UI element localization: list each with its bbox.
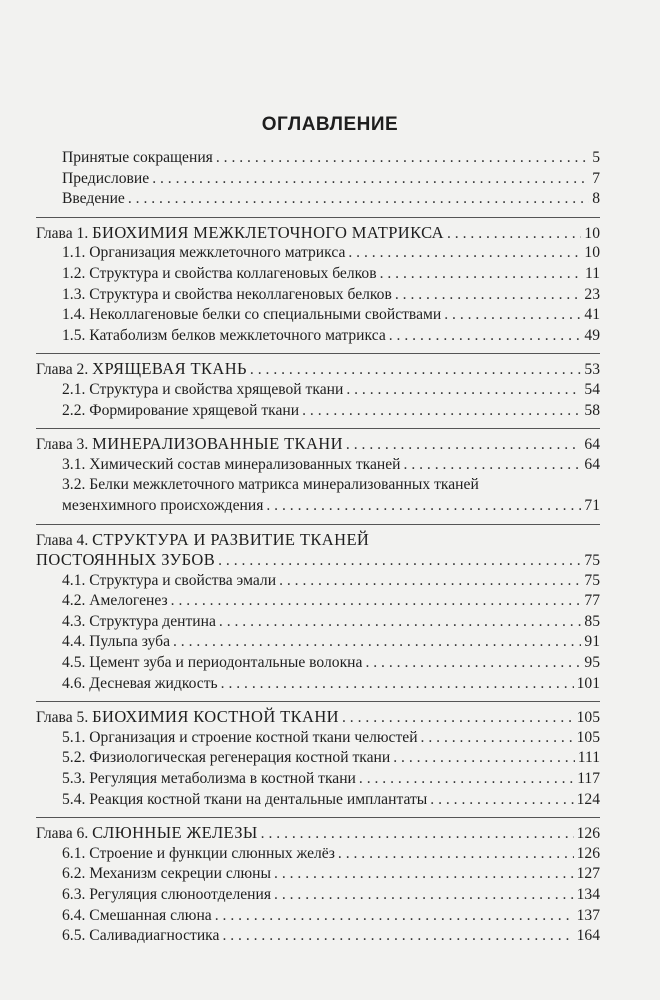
toc-entry-label: 1.1. Организация межклеточного матрикса — [62, 244, 346, 262]
toc-entry-label: 4.5. Цемент зуба и периодонтальные волокна — [62, 654, 363, 672]
chapter-prefix: Глава 2. — [36, 361, 89, 379]
toc-entry-row[interactable] — [36, 264, 600, 285]
dot-leader — [365, 653, 581, 674]
section-divider — [36, 217, 600, 218]
toc-entry-label: 6.3. Регуляция слюноотделения — [62, 886, 272, 903]
page-number: 75 — [584, 571, 600, 589]
dot-leader — [274, 885, 574, 906]
dot-leader — [359, 769, 574, 790]
page-number: 54 — [584, 380, 600, 398]
page-number: 137 — [576, 906, 600, 924]
dot-leader — [346, 435, 581, 456]
dot-leader — [274, 864, 574, 885]
section-divider — [36, 817, 600, 818]
chapter-prefix: Глава 1. — [36, 224, 89, 242]
dot-leader — [152, 169, 589, 190]
dot-leader — [389, 326, 582, 347]
toc-entry-row[interactable] — [36, 612, 600, 633]
dot-leader — [171, 591, 582, 612]
chapter-title: СТРУКТУРА И РАЗВИТИЕ ТКАНЕЙ — [92, 529, 370, 549]
section-divider — [36, 701, 600, 702]
page-number: 105 — [576, 709, 600, 727]
page-number: 7 — [592, 169, 600, 187]
toc-entry-row[interactable] — [36, 326, 600, 347]
toc-entry-label: Предисловие — [62, 169, 150, 187]
toc-entry-label: 1.4. Неколлагеновые белки со специальными свойствами — [62, 306, 442, 324]
dot-leader — [395, 285, 582, 306]
chapter-prefix: Глава 3. — [36, 436, 89, 454]
dot-leader — [444, 305, 581, 326]
chapter-heading — [36, 707, 339, 729]
toc-entry-row[interactable] — [36, 591, 600, 612]
toc-entry-row[interactable] — [36, 906, 600, 927]
chapter-title: СЛЮННЫЕ ЖЕЛЕЗЫ — [92, 823, 258, 843]
toc-entry-label: 1.2. Структура и свойства коллагеновых белков — [62, 264, 377, 282]
toc-entry-label: Введение — [62, 190, 125, 208]
toc-entry-row[interactable] — [36, 571, 600, 592]
page-number: 10 — [584, 224, 600, 242]
toc-entry-label: 2.2. Формирование хрящевой ткани — [62, 401, 300, 419]
dot-leader — [302, 401, 581, 422]
page-number: 101 — [576, 674, 600, 692]
toc-entry-label: 4.1. Структура и свойства эмали — [62, 571, 277, 589]
toc-chapter-row[interactable] — [36, 530, 600, 551]
toc-chapter-row[interactable] — [36, 707, 600, 728]
page-number: 77 — [584, 592, 600, 610]
table-of-contents — [36, 148, 600, 947]
toc-entry-label: 5.3. Регуляция метаболизма в костной ткани — [62, 770, 356, 788]
toc-entry-label: 3.2. Белки межклеточного матрикса минерализованных тканей — [62, 476, 479, 494]
toc-entry-row[interactable] — [36, 926, 600, 947]
dot-leader — [338, 844, 574, 865]
toc-entry-row[interactable] — [36, 475, 600, 496]
toc-entry-label-continued: мезенхимного происхождения — [62, 496, 264, 514]
page-number: 91 — [584, 633, 600, 651]
toc-entry-label: 4.6. Десневая жидкость — [62, 674, 218, 692]
page-number: 105 — [576, 728, 600, 746]
toc-entry-label: 4.4. Пульпа зуба — [62, 633, 170, 651]
dot-leader — [348, 243, 581, 264]
toc-entry-row[interactable] — [36, 864, 600, 885]
page-number: 111 — [577, 749, 600, 767]
toc-entry-label: 4.3. Структура дентина — [62, 612, 216, 630]
page-title: ОГЛАВЛЕНИЕ — [261, 114, 399, 135]
page-number: 8 — [592, 190, 600, 208]
toc-entry-row[interactable] — [36, 496, 600, 517]
toc-chapter-row[interactable] — [36, 223, 600, 244]
toc-entry-label: 5.2. Физиологическая регенерация костной ткани — [62, 749, 391, 767]
toc-entry-label: 1.5. Катаболизм белков межклеточного матрикса — [62, 326, 386, 344]
dot-leader — [380, 264, 582, 285]
dot-leader — [219, 612, 582, 633]
page-number: 95 — [584, 654, 600, 672]
chapter-prefix: Глава 4. — [36, 531, 89, 549]
dot-leader — [216, 148, 589, 169]
chapter-heading — [36, 223, 444, 245]
toc-entry-row[interactable] — [36, 169, 600, 190]
page-number: 117 — [577, 770, 600, 788]
toc-entry-row[interactable] — [36, 632, 600, 653]
page-number: 71 — [584, 496, 600, 514]
chapter-heading — [36, 823, 258, 845]
page-number: 53 — [584, 361, 600, 379]
chapter-prefix: Глава 5. — [36, 709, 89, 727]
page-number: 64 — [584, 436, 600, 454]
toc-entry-row[interactable] — [36, 748, 600, 769]
chapter-title: БИОХИМИЯ КОСТНОЙ ТКАНИ — [92, 707, 339, 727]
page-number: 127 — [576, 865, 600, 883]
chapter-heading — [36, 530, 369, 552]
toc-entry-row[interactable] — [36, 455, 600, 476]
chapter-prefix: Глава 6. — [36, 825, 89, 843]
dot-leader — [279, 571, 581, 592]
dot-leader — [266, 496, 581, 517]
toc-entry-row[interactable] — [36, 844, 600, 865]
section-divider — [36, 524, 600, 525]
page-number: 41 — [584, 306, 600, 324]
toc-chapter-row[interactable] — [36, 434, 600, 455]
toc-entry-row[interactable] — [36, 243, 600, 264]
toc-entry-row[interactable] — [36, 148, 600, 169]
dot-leader — [250, 360, 581, 381]
toc-entry-row[interactable] — [36, 285, 600, 306]
page-number: 126 — [576, 825, 600, 843]
page-number: 85 — [584, 612, 600, 630]
page-number: 58 — [584, 401, 600, 419]
dot-leader — [128, 189, 589, 210]
dot-leader — [393, 748, 575, 769]
dot-leader — [430, 790, 573, 811]
toc-entry-label: 2.1. Структура и свойства хрящевой ткани — [62, 380, 344, 398]
toc-entry-row[interactable] — [36, 305, 600, 326]
toc-entry-label: 5.4. Реакция костной ткани на дентальные имплантаты — [62, 790, 428, 808]
toc-entry-label: 6.4. Смешанная слюна — [62, 906, 212, 924]
toc-entry-row[interactable] — [36, 885, 600, 906]
toc-entry-row[interactable] — [36, 674, 600, 695]
section-divider — [36, 353, 600, 354]
dot-leader — [342, 708, 574, 729]
toc-entry-label: 3.1. Химический состав минерализованных тканей — [62, 455, 401, 473]
toc-chapter-row[interactable] — [36, 550, 600, 571]
page-number: 126 — [576, 844, 600, 862]
toc-chapter-row[interactable] — [36, 359, 600, 380]
dot-leader — [215, 906, 574, 927]
dot-leader — [447, 224, 581, 245]
toc-entry-label: 6.1. Строение и функции слюнных желёз — [62, 844, 335, 862]
page-number: 5 — [592, 149, 600, 166]
dot-leader — [404, 455, 582, 476]
dot-leader — [173, 632, 581, 653]
toc-entry-row[interactable] — [36, 790, 600, 811]
toc-entry-label: 6.5. Саливадиагностика — [62, 927, 220, 945]
dot-leader — [218, 551, 581, 572]
dot-leader — [261, 824, 574, 845]
toc-entry-row[interactable] — [36, 728, 600, 749]
page-number: 124 — [576, 790, 600, 808]
page-number: 75 — [584, 552, 600, 570]
toc-entry-row[interactable] — [36, 401, 600, 422]
page-number: 164 — [576, 927, 600, 945]
toc-chapter-row[interactable] — [36, 823, 600, 844]
page-number: 134 — [576, 886, 600, 903]
toc-entry-label: 5.1. Организация и строение костной ткани челюстей — [62, 728, 418, 746]
toc-entry-label: 6.2. Механизм секреции слюны — [62, 865, 272, 883]
section-divider — [36, 428, 600, 429]
dot-leader — [421, 728, 574, 749]
toc-entry-label: 1.3. Структура и свойства неколлагеновых белков — [62, 285, 392, 303]
chapter-heading — [36, 434, 343, 456]
page-number: 11 — [584, 264, 600, 282]
page-number: 23 — [584, 285, 600, 303]
toc-entry-row[interactable] — [36, 189, 600, 210]
toc-entry-row[interactable] — [36, 380, 600, 401]
chapter-title-continued: ПОСТОЯННЫХ ЗУБОВ — [36, 550, 216, 570]
chapter-title: ХРЯЩЕВАЯ ТКАНЬ — [92, 359, 247, 379]
chapter-title: БИОХИМИЯ МЕЖКЛЕТОЧНОГО МАТРИКСА — [92, 222, 444, 242]
dot-leader — [222, 926, 573, 947]
toc-entry-row[interactable] — [36, 653, 600, 674]
toc-entry-label: Принятые сокращения — [62, 149, 213, 166]
chapter-heading — [36, 359, 247, 381]
page-number: 49 — [584, 326, 600, 344]
dot-leader — [346, 380, 581, 401]
chapter-title: МИНЕРАЛИЗОВАННЫЕ ТКАНИ — [92, 434, 343, 454]
page-number: 64 — [584, 455, 600, 473]
dot-leader — [221, 674, 574, 695]
toc-entry-label: 4.2. Амелогенез — [62, 592, 168, 610]
page-number: 10 — [584, 244, 600, 262]
toc-entry-row[interactable] — [36, 769, 600, 790]
